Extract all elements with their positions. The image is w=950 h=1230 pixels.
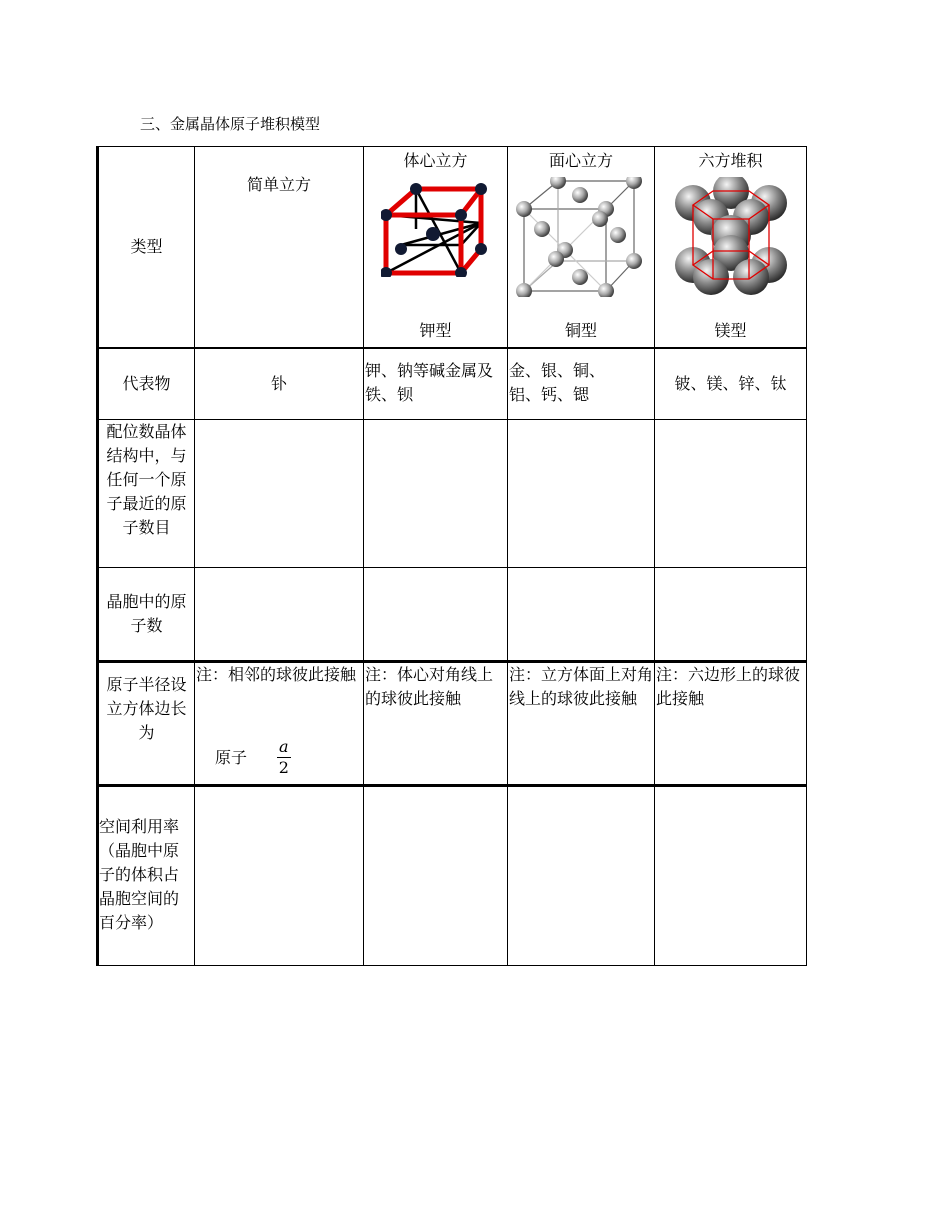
cell-atoms-bcc (364, 568, 508, 662)
cell-bcc (364, 147, 508, 349)
radius-simple-note: 注：相邻的球彼此接触 (196, 665, 357, 684)
cell-representative-label (98, 348, 195, 420)
cell-coordination-label (98, 420, 195, 568)
radius-hcp-note: 注：六边形上的球彼此接触 (656, 665, 801, 708)
bcc-title: 体心立方 (403, 151, 468, 170)
fcc-subtitle: 铜型 (564, 321, 597, 340)
bcc-subtitle: 钾型 (419, 321, 452, 340)
radius-label: 原子半径设立方体边长为 (106, 675, 187, 742)
cell-coordination-simple (195, 420, 364, 568)
cell-representative-simple (195, 348, 364, 420)
hcp-lattice-icon (671, 177, 791, 297)
radius-fcc-note: 注：立方体面上对角线上的球彼此接触 (509, 665, 654, 708)
cell-radius-label (98, 662, 195, 786)
fcc-title: 面心立方 (548, 151, 613, 170)
cell-type-label (98, 147, 195, 349)
cell-fcc (508, 147, 655, 349)
bcc-lattice-icon (381, 177, 491, 277)
cell-radius-bcc (364, 662, 508, 786)
cell-packing-simple (195, 786, 364, 966)
row-atoms-per-cell (98, 568, 807, 662)
section-heading: 三、金属晶体原子堆积模型 (140, 115, 321, 133)
row-representative (98, 348, 807, 420)
representative-fcc: 金、银、铜、铝、钙、锶 (509, 361, 606, 404)
radius-formula (215, 737, 291, 778)
atoms-per-cell-label: 晶胞中的原子数 (106, 592, 187, 635)
radius-fraction (277, 737, 291, 778)
cell-radius-fcc (508, 662, 655, 786)
fcc-lattice-icon (516, 177, 646, 297)
representative-simple: 钋 (270, 374, 287, 393)
cell-representative-hcp (655, 348, 807, 420)
cell-coordination-hcp (655, 420, 807, 568)
row-packing (98, 786, 807, 966)
cell-coordination-fcc (508, 420, 655, 568)
radius-formula-label: 原子 (215, 747, 248, 767)
simple-cubic-title: 简单立方 (246, 175, 311, 194)
cell-radius-hcp (655, 662, 807, 786)
representative-hcp: 铍、镁、锌、钛 (674, 374, 787, 393)
crystal-model-table (96, 146, 807, 966)
fraction-numerator: a (279, 737, 289, 756)
coordination-label: 配位数晶体结构中，与任何一个原子最近的原子数目 (106, 422, 187, 537)
fraction-denominator: 2 (278, 758, 289, 777)
hcp-title: 六方堆积 (698, 151, 763, 170)
packing-label: 空间利用率（晶胞中原子的体积占晶胞空间的百分率） (99, 817, 180, 932)
row-radius (98, 662, 807, 786)
cell-radius-simple (195, 662, 364, 786)
cell-packing-bcc (364, 786, 508, 966)
cell-atoms-fcc (508, 568, 655, 662)
representative-label: 代表物 (122, 374, 171, 393)
cell-hcp (655, 147, 807, 349)
cell-atoms-simple (195, 568, 364, 662)
type-label: 类型 (130, 237, 163, 256)
cell-representative-bcc (364, 348, 508, 420)
cell-coordination-bcc (364, 420, 508, 568)
cell-representative-fcc (508, 348, 655, 420)
hcp-subtitle: 镁型 (714, 321, 747, 340)
cell-atoms-hcp (655, 568, 807, 662)
radius-bcc-note: 注：体心对角线上的球彼此接触 (365, 665, 494, 708)
cell-packing-fcc (508, 786, 655, 966)
cell-packing-label (98, 786, 195, 966)
cell-atoms-label (98, 568, 195, 662)
row-type (98, 147, 807, 349)
representative-bcc: 钾、钠等碱金属及铁、钡 (365, 361, 494, 404)
row-coordination (98, 420, 807, 568)
cell-packing-hcp (655, 786, 807, 966)
cell-simple-cubic (195, 147, 364, 349)
